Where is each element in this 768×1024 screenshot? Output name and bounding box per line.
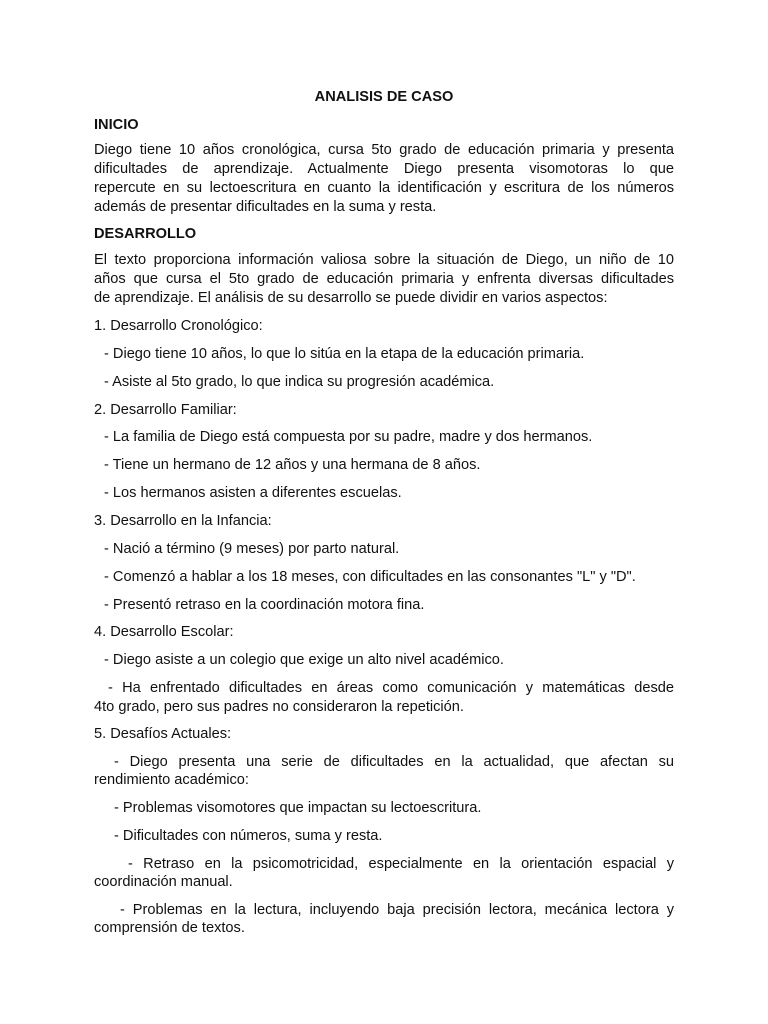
inicio-line-1: Diego tiene 10 años cronológica, cursa 5to grado de educación primaria y presenta: [94, 142, 674, 158]
inicio-line-2: dificultades de aprendizaje. Actualmente Diego presenta visomotoras lo que: [94, 161, 674, 177]
section-5-item-4-line-2: coordinación manual.: [94, 874, 233, 890]
section-5-item-5-line-1: - Problemas en la lectura, incluyendo baja precisión lectora, mecánica lectora y: [120, 902, 674, 918]
section-5-item-4-line-1: - Retraso en la psicomotricidad, especialmente en la orientación espacial y: [128, 856, 674, 872]
section-2-item-1: - La familia de Diego está compuesta por su padre, madre y dos hermanos.: [104, 429, 593, 445]
section-1-item-1: - Diego tiene 10 años, lo que lo sitúa en la etapa de la educación primaria.: [104, 346, 585, 362]
desarrollo-line-1: El texto proporciona información valiosa sobre la situación de Diego, un niño de 10: [94, 252, 674, 268]
section-5-item-2: - Problemas visomotores que impactan su lectoescritura.: [114, 800, 482, 816]
section-2-item-3: - Los hermanos asisten a diferentes escuelas.: [104, 485, 402, 501]
section-5-heading: 5. Desafíos Actuales:: [94, 726, 232, 742]
section-5-item-1-line-2: rendimiento académico:: [94, 772, 249, 788]
inicio-line-3: repercute en su lectoescritura en cuanto la identificación y escritura de los números: [94, 180, 674, 196]
section-4-item-2-line-1: - Ha enfrentado dificultades en áreas como comunicación y matemáticas desde: [108, 680, 674, 696]
section-3-item-3: - Presentó retraso en la coordinación motora fina.: [104, 597, 425, 613]
section-4-item-2-line-2: 4to grado, pero sus padres no consideraron la repetición.: [94, 699, 464, 715]
section-5-item-3: - Dificultades con números, suma y resta.: [114, 828, 383, 844]
section-1-item-2: - Asiste al 5to grado, lo que indica su progresión académica.: [104, 374, 495, 390]
section-5-item-5-line-2: comprensión de textos.: [94, 920, 245, 936]
section-1-heading: 1. Desarrollo Cronológico:: [94, 318, 263, 334]
section-3-item-2: - Comenzó a hablar a los 18 meses, con dificultades en las consonantes "L" y "D".: [104, 569, 636, 585]
section-4-heading: 4. Desarrollo Escolar:: [94, 624, 234, 640]
section-4-item-1: - Diego asiste a un colegio que exige un alto nivel académico.: [104, 652, 504, 668]
inicio-line-4: además de presentar dificultades en la suma y resta.: [94, 199, 437, 215]
inicio-heading: INICIO: [94, 117, 139, 133]
desarrollo-line-3: de aprendizaje. El análisis de su desarrollo se puede dividir en varios aspectos:: [94, 290, 608, 306]
document-title: ANALISIS DE CASO: [314, 89, 454, 105]
desarrollo-line-2: años que cursa el 5to grado de educación primaria y enfrenta diversas dificultades: [94, 271, 674, 287]
desarrollo-heading: DESARROLLO: [94, 226, 197, 242]
section-2-item-2: - Tiene un hermano de 12 años y una hermana de 8 años.: [104, 457, 481, 473]
section-3-item-1: - Nació a término (9 meses) por parto natural.: [104, 541, 400, 557]
section-3-heading: 3. Desarrollo en la Infancia:: [94, 513, 272, 529]
section-5-item-1-line-1: - Diego presenta una serie de dificultades en la actualidad, que afectan su: [114, 754, 674, 770]
section-2-heading: 2. Desarrollo Familiar:: [94, 402, 237, 418]
